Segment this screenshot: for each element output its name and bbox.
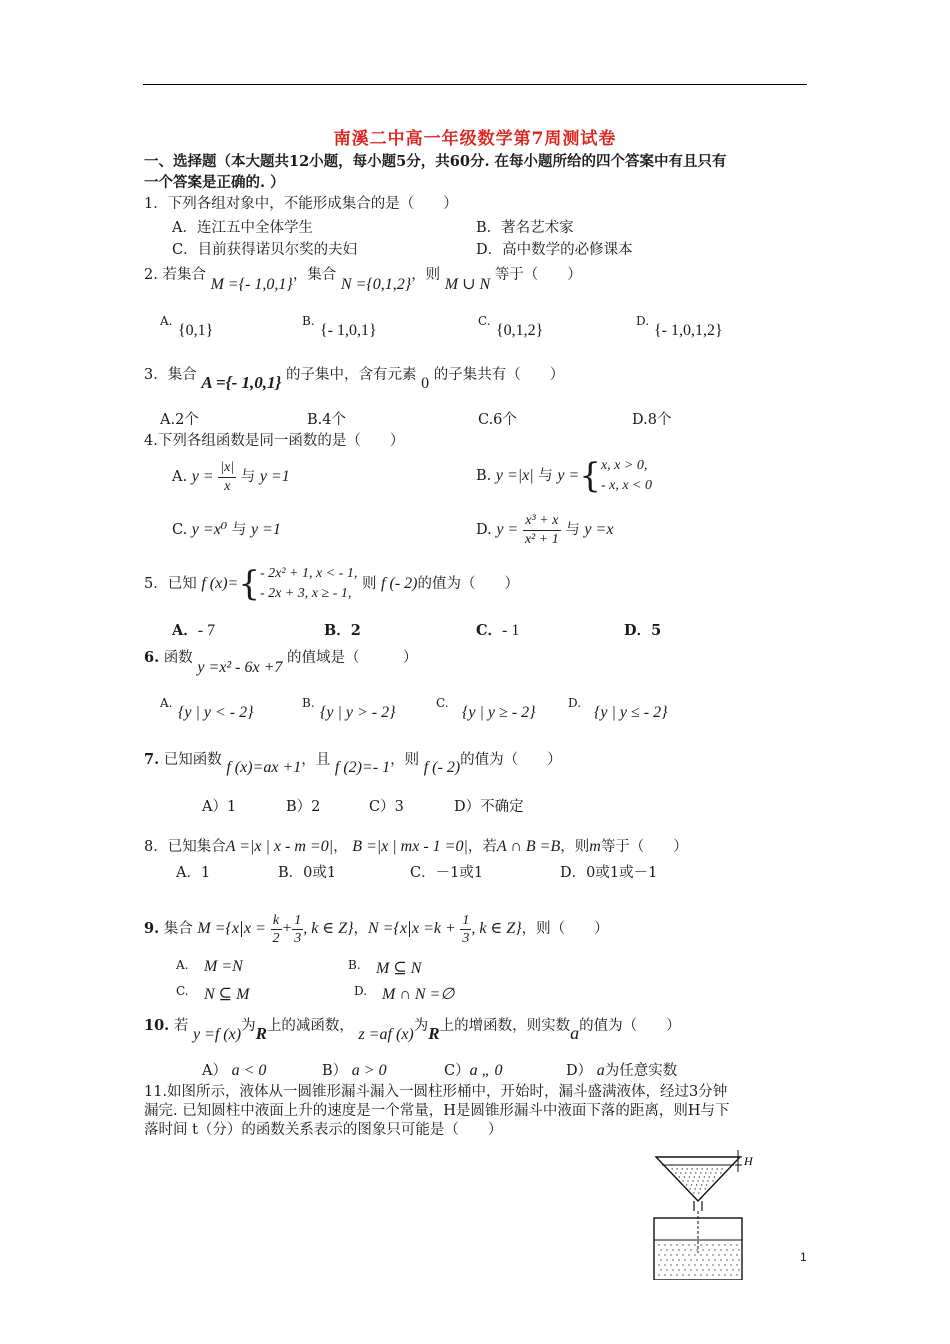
section-heading-line2: 一个答案是正确的. ） (144, 174, 285, 191)
q10-w2: 上的减函数， (266, 1018, 354, 1034)
q6-stem (144, 646, 418, 676)
q10-w1: 为 (241, 1018, 256, 1034)
q11-funnel-figure (640, 1145, 770, 1280)
q9-option-d-label: D. (354, 984, 368, 998)
q8-mid: ， (333, 839, 348, 855)
q2-union: M ∪ N (444, 276, 491, 293)
q5-option-b: B．2 (324, 622, 361, 639)
q2-set-m: M ={- 1,0,1} (210, 276, 293, 293)
q9-n-frac-1: $\frac{1}{3}$ (462, 912, 470, 946)
q8-post: 等于（ ） (600, 839, 688, 855)
q4-b-pieces: x, x > 0, - x, x < 0 (600, 458, 652, 493)
q6-option-b-label: B. (302, 696, 315, 710)
q5-pre: 5．已知 (144, 576, 197, 592)
q4-d-rhs: y =x (584, 521, 614, 538)
q9-plus: + (281, 920, 293, 937)
q10-option-b: B） a > 0 (322, 1062, 387, 1079)
q4-d-fraction: $\frac{\text{x³ + x}}{\text{x² + 1}}$ (524, 512, 559, 547)
q8-stem (144, 835, 688, 856)
q11-fig-label: H (744, 1154, 753, 1168)
q9-m-pre: M ={x (197, 920, 239, 937)
q2-post: 等于（ ） (494, 267, 582, 283)
q1-option-d: D．高中数学的必修课本 (476, 242, 633, 258)
q7-option-c: C）3 (369, 799, 404, 815)
q11-line2: 漏完. 已知圆柱中液面上升的速度是一个常量，H是圆锥形漏斗中液面下落的距离，则H与下 (144, 1103, 730, 1119)
q11-line1: 11.如图所示，液体从一圆锥形漏斗漏入一圆柱形桶中，开始时，漏斗盛满液体，经过3分钟 (144, 1084, 728, 1100)
q10-option-a: A） a < 0 (202, 1062, 267, 1079)
q6-num: 6. (144, 649, 160, 666)
page-title: 南溪二中高一年级数学第7周测试卷 (333, 129, 617, 149)
q9-num: 9. (144, 920, 160, 937)
q7-then: ，则 (390, 752, 420, 768)
q7-fx: f (- 2) (423, 759, 461, 776)
q2-set-n: N ={0,1,2} (340, 276, 412, 293)
q9-option-b-label: B. (348, 958, 361, 972)
q10-w3: 为 (413, 1018, 429, 1034)
q10-post: 的值为（ ） (579, 1018, 681, 1034)
q10-option-d: D） a为任意实数 (566, 1062, 678, 1079)
q5-f: f (x)= (201, 575, 239, 592)
q9-option-a-label: A. (176, 958, 189, 972)
q3-option-d: D.8个 (632, 412, 672, 428)
q3-option-c: C.6个 (478, 412, 517, 428)
q5-fx: f (- 2) (381, 575, 418, 592)
section-heading-line1: 一、选择题（本大题共12小题，每小题5分，共60分. 在每小题所给的四个答案中有且只有 (144, 153, 727, 170)
q5-then: 则 (361, 576, 377, 592)
q4-option-d (476, 508, 613, 552)
q9-option-c: N ⊆ M (204, 986, 250, 1003)
q5-post: 的值为（ ） (417, 576, 519, 592)
q10-pre: 若 (173, 1018, 189, 1034)
q7-mid: ，且 (301, 752, 331, 768)
q8-option-c: C．－1或1 (410, 865, 484, 881)
q4-a-rhs: y =1 (259, 468, 290, 485)
q8-cond-pre: ，若 (467, 839, 497, 855)
q2-option-b-label: B. (302, 314, 315, 328)
q4-option-b (476, 452, 652, 500)
q2-option-b: {- 1,0,1} (320, 322, 377, 339)
q2-pre: 2. 若集合 (144, 267, 206, 283)
q6-option-b: {y | y > - 2} (320, 704, 396, 721)
q4-c-and: 与 (231, 522, 247, 538)
q7-post: 的值为（ ） (460, 752, 562, 768)
q2-then: ，则 (411, 267, 441, 283)
q2-option-d-label: D. (636, 314, 650, 328)
q8-cond: A ∩ B =B (496, 838, 561, 855)
q4-b-lhs: y =|x| (495, 467, 534, 484)
q2-mid: ，集合 (292, 267, 337, 283)
q2-option-a-label: A. (160, 314, 173, 328)
q9-then: ，则（ ） (521, 921, 609, 937)
q3-pre: 3．集合 (144, 367, 197, 383)
q4-stem: 4.下列各组函数是同一函数的是（ ） (144, 433, 405, 449)
q7-cond: f (2)=- 1 (334, 759, 391, 776)
q6-option-a: {y | y < - 2} (178, 704, 254, 721)
q7-pre: 已知函数 (163, 752, 222, 768)
q10-stem (144, 1014, 681, 1043)
q3-post: 的子集共有（ ） (433, 367, 565, 383)
q7-option-a: A）1 (202, 799, 237, 815)
q8-m: m (589, 838, 601, 855)
header-rule (143, 84, 807, 85)
q5-option-d: D．5 (624, 622, 662, 639)
q4-a-label: A. (172, 469, 188, 485)
q1-stem: 1．下列各组对象中，不能形成集合的是（ ） (144, 196, 458, 212)
q7-option-b: B）2 (286, 799, 321, 815)
q10-option-c: C）a „ 0 (444, 1062, 503, 1079)
q9-stem (144, 906, 609, 952)
q2-option-a: {0,1} (178, 322, 214, 339)
q5-option-a: A．- 7 (172, 622, 216, 639)
q4-c-label: C. (172, 522, 188, 538)
q7-stem (144, 748, 562, 776)
q8-option-a: A．1 (176, 865, 211, 881)
q9-pre: 集合 (163, 921, 193, 937)
q9-option-c-label: C. (176, 984, 189, 998)
q10-R2: R (428, 1024, 440, 1043)
q9-sep: ， (353, 921, 369, 937)
q4-b-brace: { (579, 456, 601, 496)
q8-then: ，则 (560, 839, 590, 855)
q4-d-y: y = (496, 521, 519, 538)
page-number: 1 (800, 1250, 807, 1264)
q3-set-a: A ={- 1,0,1} (201, 373, 282, 392)
q8-set-b: B =|x | mx - 1 =0| (352, 838, 468, 855)
q9-option-b: M ⊆ N (376, 960, 422, 977)
q8-option-d: D．0或1或－1 (560, 865, 658, 881)
q6-option-a-label: A. (160, 696, 173, 710)
q6-post: 的值域是（ ） (287, 650, 418, 666)
q9-m-post: , k ∈ Z} (303, 920, 354, 937)
q9-m-frac-k: $\frac{k}{2}$ (272, 912, 280, 946)
q3-mid: 的子集中，含有元素 (286, 367, 417, 383)
q1-option-b: B．著名艺术家 (476, 220, 574, 236)
q5-pieces: - 2x² + 1, x < - 1, - 2x + 3, x ≥ - 1, (259, 566, 358, 601)
q4-a-fraction: $\frac{|x|}{x}$ (220, 459, 235, 494)
q1-option-a: A．连江五中全体学生 (172, 220, 313, 236)
q4-option-a (172, 455, 290, 499)
q6-option-c: {y | y ≥ - 2} (462, 704, 536, 721)
q10-f: y =f (x) (192, 1026, 242, 1043)
q4-b-label: B. (476, 468, 492, 484)
q8-set-a: A =|x | x - m =0| (225, 838, 334, 855)
q7-option-d: D）不确定 (454, 799, 524, 815)
q4-d-and: 与 (565, 522, 580, 538)
q1-option-c: C．目前获得诺贝尔奖的夫妇 (172, 242, 358, 258)
q10-w4: 上的增函数，则实数 (439, 1018, 571, 1034)
q6-option-c-label: C. (436, 696, 449, 710)
q10-R1: R (255, 1024, 267, 1043)
q3-option-b: B.4个 (307, 412, 346, 428)
q4-c-rhs: y =1 (250, 521, 281, 538)
q10-num: 10. (144, 1017, 170, 1034)
q9-m-x: x = (243, 920, 266, 937)
q2-option-c-label: C. (478, 314, 491, 328)
q2-option-c: {0,1,2} (496, 322, 544, 339)
q7-f: f (x)=ax +1 (226, 759, 302, 776)
q9-n-x: x =k + (412, 920, 456, 937)
q2-stem (144, 263, 582, 293)
q5-option-c: C．- 1 (476, 622, 520, 639)
q3-stem (144, 363, 565, 392)
q9-n-post: , k ∈ Z} (471, 920, 522, 937)
q6-option-d: {y | y ≤ - 2} (594, 704, 668, 721)
q4-d-label: D. (476, 522, 492, 538)
q5-stem (144, 560, 519, 608)
q10-g: z =af (x) (358, 1026, 414, 1043)
q4-c-lhs: y =x⁰ (191, 521, 228, 538)
q3-option-a: A.2个 (160, 412, 199, 428)
q5-brace: { (238, 564, 260, 604)
q9-option-d: M ∩ N =∅ (382, 986, 455, 1003)
q9-option-a: M =N (204, 958, 243, 975)
q6-pre: 函数 (163, 650, 193, 666)
q10-a: a (570, 1023, 580, 1043)
q3-elem: 0 (421, 375, 430, 392)
q4-b-y: y = (557, 467, 580, 484)
q11-line3: 落时间 t（分）的函数关系表示的图象只可能是（ ） (144, 1122, 503, 1138)
q2-option-d: {- 1,0,1,2} (654, 322, 723, 339)
q9-m-frac-1: $\frac{1}{3}$ (294, 912, 302, 946)
q4-a-y: y = (191, 468, 214, 485)
q9-n-pre: N ={x (368, 920, 408, 937)
q4-a-and: 与 (240, 469, 256, 485)
q6-option-d-label: D. (568, 696, 582, 710)
q8-option-b: B．0或1 (278, 865, 337, 881)
q6-expr: y =x² - 6x +7 (197, 659, 283, 676)
q4-b-and: 与 (538, 468, 553, 484)
q7-num: 7. (144, 751, 160, 768)
q4-option-c (172, 518, 281, 539)
q8-pre: 8．已知集合 (144, 839, 226, 855)
